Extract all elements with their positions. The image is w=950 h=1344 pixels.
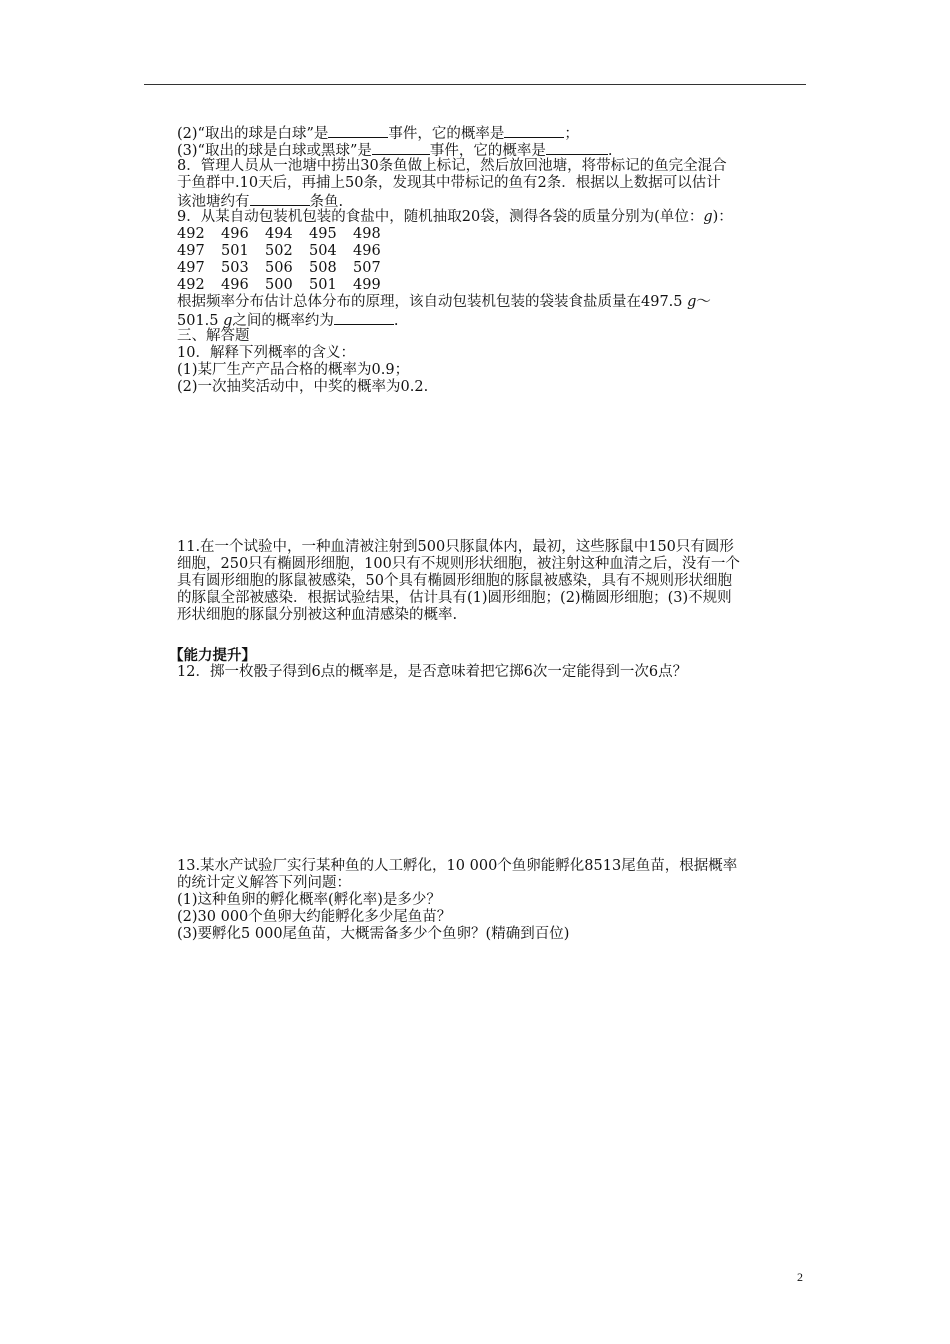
table-row [177,243,397,260]
answer-blank [504,124,564,138]
table-cell: 492 [177,277,205,293]
table-cell: 508 [309,260,337,276]
q9-l2-text-b: ～ [696,294,711,310]
page-number: 2 [797,1270,803,1284]
q9-line1 [177,209,807,226]
table-cell: 492 [177,226,205,242]
q9-line3 [177,311,807,328]
spacer [177,624,807,647]
answer-blank [546,141,608,155]
unit-g: g [223,313,233,329]
q11-line2: 细胞，250只有椭圆形细胞，100只有不规则形状细胞，被注射这种血清之后，没有一个 [177,556,740,572]
table-row [177,260,397,277]
q9-l3-text-a: 501.5 [177,313,224,329]
q9-line2 [177,294,807,311]
answer-space [177,681,807,858]
q7-p3-text-a: (3)“取出的球是白球或黑球”是 [177,143,372,159]
q8-l3-text-b: 条鱼. [309,194,344,210]
table-cell: 502 [265,243,293,259]
table-cell: 496 [353,243,381,259]
q8-line3 [177,192,807,209]
unit-g: g [703,209,713,225]
answer-blank [334,311,394,325]
unit-g: g [687,294,697,310]
table-cell: 495 [309,226,337,242]
q11-line3: 具有圆形细胞的豚鼠被感染，50个具有椭圆形细胞的豚鼠被感染，具有不规则形状细胞 [177,573,732,589]
q11-line1: 11.在一个试验中，一种血清被注射到500只豚鼠体内，最初，这些豚鼠中150只有圆形 [177,539,734,555]
table-cell: 500 [265,277,293,293]
q7-part3 [177,141,807,158]
q10-part2: (2)一次抽奖活动中，中奖的概率为0.2. [177,379,429,395]
q7-p3-text-b: 事件，它的概率是 [429,143,546,159]
header-rule [144,84,806,85]
q12-text: 12．掷一枚骰子得到6点的概率是，是否意味着把它掷6次一定能得到一次6点？ [177,664,688,680]
q7-p2-text-a: (2)“取出的球是白球”是 [177,126,329,142]
q11-line5: 形状细胞的豚鼠分别被这种血清感染的概率. [177,607,458,623]
table-row [177,277,397,294]
table-cell: 506 [265,260,293,276]
q8-l3-text-a: 该池塘约有 [177,194,250,210]
q9-l3-text-b: 之间的概率约为 [232,313,334,329]
ability-heading: 【能力提升】 [169,647,256,664]
q10-part1: (1)某厂生产产品合格的概率为0.9； [177,362,410,378]
table-cell: 507 [353,260,381,276]
table-cell: 494 [265,226,293,242]
q9-l2-text-a: 根据频率分布估计总体分布的原理，该自动包装机包装的袋装食盐质量在497.5 [177,294,688,310]
q13-part1: (1)这种鱼卵的孵化概率(孵化率)是多少？ [177,892,441,908]
table-cell: 503 [221,260,249,276]
q11-line4: 的豚鼠全部被感染．根据试验结果，估计具有(1)圆形细胞；(2)椭圆形细胞；(3)不规则 [177,590,732,606]
q9-l1-text-b: )： [712,209,733,225]
table-cell: 501 [221,243,249,259]
answer-blank [328,124,388,138]
q7-p2-text-b: 事件，它的概率是 [388,126,505,142]
q13-part2: (2)30 000个鱼卵大约能孵化多少尾鱼苗？ [177,909,452,925]
q9-l1-text-a: 9．从某自动包装机包装的食盐中，随机抽取20袋，测得各袋的质量分别为(单位： [177,209,704,225]
answer-blank [372,141,430,155]
q7-p2-text-c: ； [564,126,579,142]
table-cell: 501 [309,277,337,293]
table-cell: 496 [221,277,249,293]
table-row [177,226,397,243]
answer-blank [250,192,310,206]
q7-part2 [177,124,807,141]
table-cell: 499 [353,277,381,293]
q10-title: 10．解释下列概率的含义： [177,345,355,361]
q13-part3: (3)要孵化5 000尾鱼苗，大概需备多少个鱼卵？(精确到百位) [177,926,570,942]
q13-line1: 13.某水产试验厂实行某种鱼的人工孵化，10 000个鱼卵能孵化8513尾鱼苗，根据概率 [177,858,738,874]
q9-l3-text-c: . [393,313,399,329]
q13-line2: 的统计定义解答下列问题： [177,875,351,891]
q8-line1: 8．管理人员从一池塘中捞出30条鱼做上标记，然后放回池塘，将带标记的鱼完全混合 [177,158,727,174]
answer-space [177,396,807,539]
table-cell: 497 [177,260,205,276]
q7-p3-text-c: . [607,143,613,159]
q8-line2: 于鱼群中.10天后，再捕上50条，发现其中带标记的鱼有2条．根据以上数据可以估计 [177,175,721,191]
table-cell: 504 [309,243,337,259]
table-cell: 497 [177,243,205,259]
q9-data-table [177,226,397,294]
document-body [169,124,807,943]
table-cell: 496 [221,226,249,242]
table-cell: 498 [353,226,381,242]
section-heading: 三、解答题 [177,328,250,344]
